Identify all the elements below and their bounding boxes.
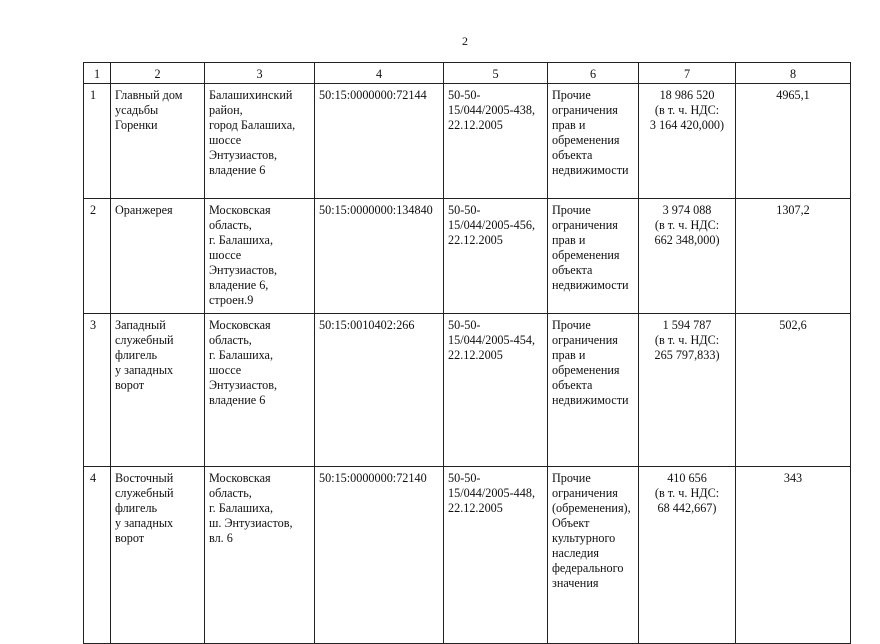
restrictions: Прочие ограничения (обременения), Объект культурного наследия федерального значения [552,471,631,590]
restrictions: Прочие ограничения прав и обременения объекта недвижимости [552,88,629,177]
column-header: 1 [84,63,111,84]
row-number: 2 [90,203,97,217]
object-name: Восточный служебный флигель у западных ворот [115,471,174,545]
value: 18 986 520 (в т. ч. НДС: 3 164 420,000) [649,88,725,132]
cadastral-number: 50:15:0000000:134840 [319,203,433,217]
registration-record: 50-50- 15/044/2005-456, 22.12.2005 [448,203,536,247]
column-header: 7 [639,63,736,84]
row-number: 3 [90,318,97,332]
column-header: 3 [205,63,315,84]
column-header: 5 [444,63,548,84]
row-number: 1 [90,88,97,102]
cadastral-number: 50:15:0000000:72144 [319,88,427,102]
area: 4965,1 [776,88,810,102]
value: 3 974 088 (в т. ч. НДС: 662 348,000) [654,203,720,247]
table-row [84,199,851,314]
object-address: Балашихинский район, город Балашиха, шоссе Энтузиастов, владение 6 [209,88,296,177]
registration-record: 50-50- 15/044/2005-448, 22.12.2005 [448,471,536,515]
restrictions: Прочие ограничения прав и обременения объекта недвижимости [552,318,629,407]
area: 502,6 [779,318,807,332]
column-header: 2 [111,63,205,84]
value: 1 594 787 (в т. ч. НДС: 265 797,833) [654,318,720,362]
area: 343 [783,471,803,485]
cadastral-number: 50:15:0010402:266 [319,318,415,332]
page-number: 2 [462,34,468,48]
cadastral-number: 50:15:0000000:72140 [319,471,427,485]
table-row [84,84,851,199]
registration-record: 50-50- 15/044/2005-438, 22.12.2005 [448,88,536,132]
object-address: Московская область, г. Балашиха, ш. Энтузиастов, вл. 6 [209,471,293,545]
row-number: 4 [90,471,97,485]
value: 410 656 (в т. ч. НДС: 68 442,667) [654,471,720,515]
object-name: Западный служебный флигель у западных ворот [115,318,174,392]
object-address: Московская область, г. Балашиха, шоссе Энтузиастов, владение 6, строен.9 [209,203,278,307]
restrictions: Прочие ограничения прав и обременения объекта недвижимости [552,203,629,292]
table-row [84,314,851,467]
property-registry-table [83,62,851,644]
registration-record: 50-50- 15/044/2005-454, 22.12.2005 [448,318,536,362]
column-header: 4 [315,63,444,84]
object-name: Оранжерея [115,203,173,217]
column-header: 8 [736,63,851,84]
table-header-row [84,63,851,84]
area: 1307,2 [776,203,810,217]
table-row [84,467,851,644]
column-header: 6 [548,63,639,84]
object-name: Главный дом усадьбы Горенки [115,88,183,132]
object-address: Московская область, г. Балашиха, шоссе Энтузиастов, владение 6 [209,318,278,407]
